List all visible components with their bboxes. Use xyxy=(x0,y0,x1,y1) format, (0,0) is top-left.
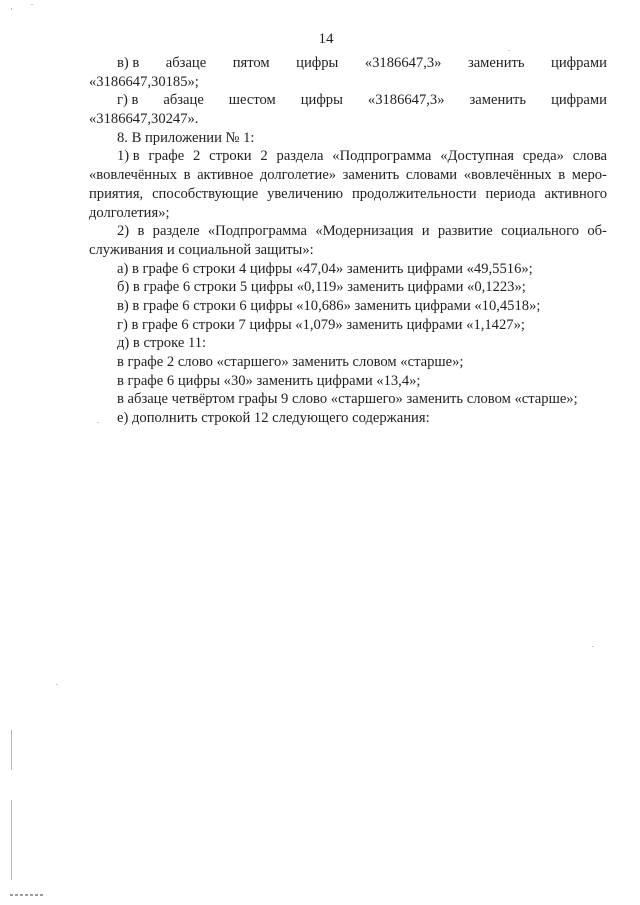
word: активное xyxy=(197,167,254,184)
scan-speck xyxy=(592,646,594,647)
word: «вовлечённых xyxy=(89,167,178,184)
text-line: г) в графе 6 строки 7 цифры «1,079» заменить цифрами «1,1427»; xyxy=(117,316,525,333)
word: увеличению xyxy=(267,185,344,202)
word: «вовлечённых xyxy=(463,167,552,184)
word: «3186647,3» xyxy=(364,55,442,71)
text-line: д) в строке 11: xyxy=(117,335,207,352)
word: слова xyxy=(572,148,607,165)
word: пятом xyxy=(232,55,270,71)
scan-speck xyxy=(31,4,33,5)
word: периода xyxy=(485,185,536,202)
word: способствующие xyxy=(152,185,259,202)
text-line xyxy=(89,147,607,166)
word: об- xyxy=(587,223,607,240)
text-line: 8. В приложении № 1: xyxy=(117,129,255,146)
word: «3186647,3» xyxy=(367,92,445,109)
text-line: б) в графе 6 строки 5 цифры «0,119» заменить цифрами «0,1223»; xyxy=(117,279,526,296)
word: цифры xyxy=(296,55,339,71)
word: г) в xyxy=(117,92,139,109)
word: среда» xyxy=(522,148,564,165)
word: «Доступная xyxy=(440,148,514,165)
word: «Подпрограмма xyxy=(207,223,308,240)
word: «Модернизация xyxy=(315,223,414,240)
word: графе xyxy=(148,148,185,165)
word: и xyxy=(421,223,430,240)
word: активного xyxy=(544,185,607,202)
word: в xyxy=(137,223,145,240)
word: 2) xyxy=(117,223,130,240)
scan-edge-mark xyxy=(10,894,44,896)
page-number: 14 xyxy=(318,31,334,47)
word: абзаце xyxy=(163,92,204,109)
word: строки xyxy=(209,148,252,165)
scan-speck xyxy=(56,684,58,685)
scan-margin-mark xyxy=(11,800,12,880)
word: в) в xyxy=(117,55,140,71)
word: 2 xyxy=(193,148,201,165)
word: раздела xyxy=(276,148,324,165)
text-line xyxy=(89,91,607,110)
word: цифрами xyxy=(551,55,607,71)
scan-margin-mark xyxy=(11,8,12,10)
text-line xyxy=(89,166,607,185)
word: продолжительности xyxy=(351,185,477,202)
word: приятия, xyxy=(89,185,144,202)
word: в xyxy=(183,167,191,184)
word: меро- xyxy=(571,167,607,184)
word: долголетие» xyxy=(259,167,337,184)
word: 1) в xyxy=(117,148,140,165)
word: социального xyxy=(501,223,580,240)
text-line: «3186647,30185»; xyxy=(89,73,199,90)
text-line: в) в графе 6 строки 6 цифры «10,686» заменить цифрами «10,4518»; xyxy=(117,297,541,314)
scan-speck xyxy=(508,50,510,51)
word: словами xyxy=(405,167,458,184)
word: разделе xyxy=(152,223,200,240)
text-line: е) дополнить строкой 12 следующего содержания: xyxy=(117,410,430,427)
scan-margin-mark xyxy=(11,730,12,770)
text-line: в графе 6 цифры «30» заменить цифрами «13,4»; xyxy=(117,372,421,389)
word: заменить xyxy=(467,55,525,71)
word: цифрами xyxy=(551,92,607,109)
text-line xyxy=(89,185,607,204)
text-line xyxy=(89,222,607,241)
word: цифры xyxy=(300,92,343,109)
document-body xyxy=(89,54,607,428)
text-line: долголетия»; xyxy=(89,204,170,221)
text-line: служивания и социальной защиты»: xyxy=(89,241,314,258)
word: шестом xyxy=(228,92,276,109)
text-line xyxy=(89,54,607,73)
text-line: а) в графе 6 строки 4 цифры «47,04» заменить цифрами «49,5516»; xyxy=(117,260,533,277)
word: «Подпрограмма xyxy=(332,148,432,165)
scan-speck xyxy=(97,422,99,423)
text-line: в графе 2 слово «старшего» заменить словом «старше»; xyxy=(117,354,464,370)
word: развитие xyxy=(437,223,493,240)
word: абзаце xyxy=(165,55,207,71)
word: 2 xyxy=(260,148,268,165)
text-line: в абзаце четвёртом графы 9 слово «старшего» заменить словом «старше»; xyxy=(117,391,578,408)
text-line: «3186647,30247». xyxy=(89,111,199,128)
word: заменить xyxy=(342,167,400,184)
word: в xyxy=(558,167,566,184)
word: заменить xyxy=(469,92,527,109)
